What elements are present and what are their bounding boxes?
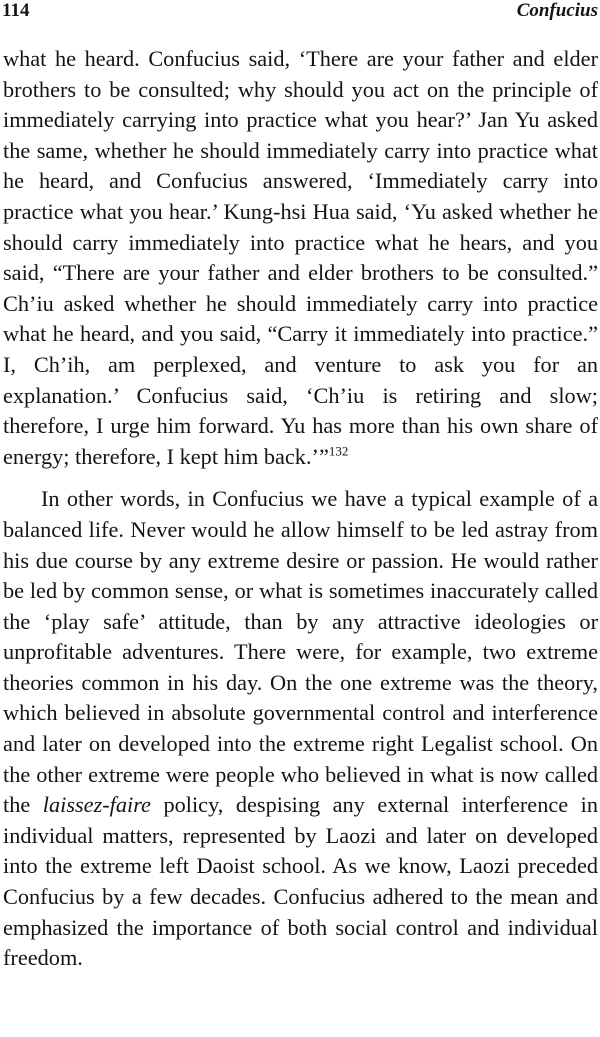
- body-text: [3, 44, 598, 974]
- paragraph-continued: [3, 44, 598, 472]
- italic-term: laissez-faire: [42, 792, 151, 818]
- running-title: Confucius: [516, 0, 598, 21]
- paragraph-continued-text: what he heard. Confucius said, ‘There are your father and elder brothers to be consulted; why should you act on the principle of immediately carrying into practice what you hear?’ Jan Yu asked the same, whether he should immediately carry into practice what he heard, and Confucius answered, ‘Immediately carry into practice what you hear.’ Kung-hsi Hua said, ‘Yu asked whether he should carry immediately into practice what he hears, and you said, “There are your father and elder brothers to be consulted.” Ch’iu asked whether he should immediately carry into practice what he heard, and you said, “Carry it immediately into practice.” I, Ch’ih, am perplexed, and venture to ask you for an explanation.’ Confucius said, ‘Ch’iu is retiring and slow; therefore, I urge him forward. Yu has more than his own share of energy; therefore, I kept him back.’”: [3, 46, 598, 469]
- paragraph-text-after-term: policy, despising any external interference in individual matters, represented by Laozi and later on developed into the extreme left Daoist school. As we know, Laozi preceded Confucius by a few decades. Confucius adhered to the mean and emphasized the importance of both social control and individual freedom.: [3, 792, 598, 971]
- footnote-reference: 132: [328, 443, 349, 459]
- running-header: [2, 0, 598, 30]
- paragraph-balanced-life: [3, 484, 598, 974]
- page-number: 114: [2, 0, 30, 21]
- paragraph-text-before-term: In other words, in Confucius we have a typical example of a balanced life. Never would he allow himself to be led astray from his due course by any extreme desire or passion. He would rather be led by common sense, or what is sometimes inaccurately called the ‘play safe’ attitude, than by any attractive ideologies or unprofitable adventures. There were, for example, two extreme theories common in his day. On the one extreme was the theory, which believed in absolute governmental control and interference and later on developed into the extreme right Legalist school. On the other extreme were people who believed in what is now called the: [3, 486, 598, 818]
